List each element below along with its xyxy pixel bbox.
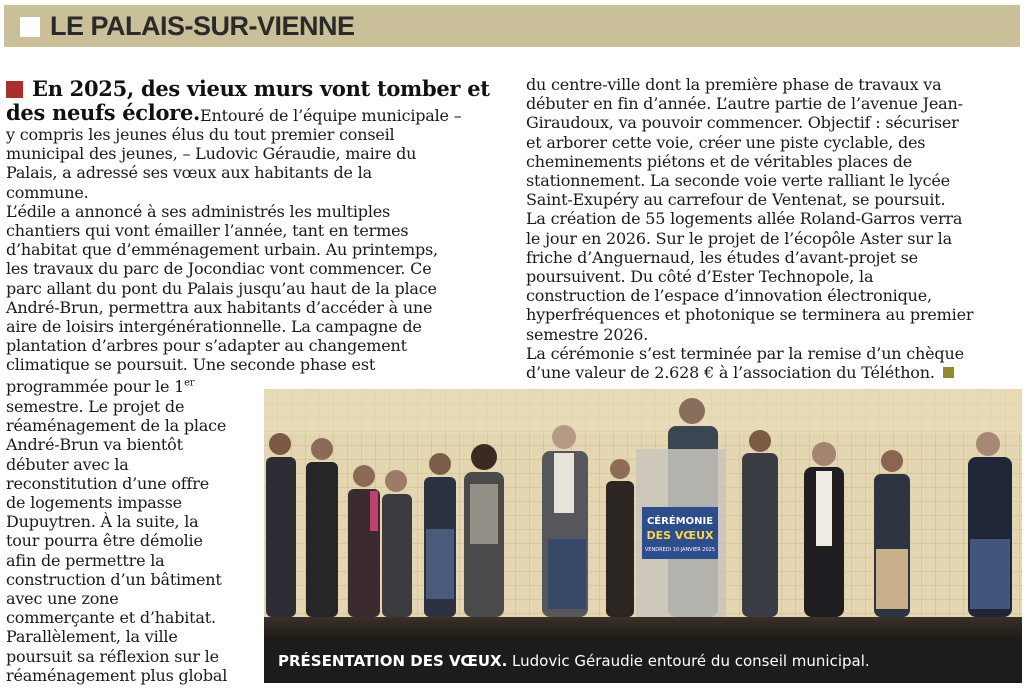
body-line: friche d’Anguernaud, les études d’avant-projet se	[526, 247, 918, 267]
headline-line-1: En 2025, des vieux murs vont tomber et	[32, 76, 490, 101]
body-line: stationnement. La seconde voie verte ralliant le lycée	[526, 171, 950, 190]
section-title: LE PALAIS-SUR-VIENNE	[50, 11, 355, 41]
body-line: municipal des jeunes, – Ludovic Géraudie, maire du	[6, 144, 417, 164]
body-line: réaménagement plus global	[6, 665, 228, 685]
podium-sign-line3: VENDREDI 10 JANVIER 2025	[644, 547, 716, 553]
ceremony-photo	[264, 389, 1022, 639]
photo-caption	[264, 639, 1022, 683]
body-line: afin de permettre la	[6, 550, 165, 570]
caption-text: Ludovic Géraudie entouré du conseil municipal.	[507, 652, 870, 670]
body-line: parc allant du pont du Palais jusqu’au haut de la place	[6, 278, 437, 298]
body-line: commune.	[6, 182, 89, 202]
body-line: aire de loisirs intergénérationnelle. La campagne de	[6, 317, 422, 336]
body-line: avec une zone	[6, 589, 119, 608]
section-header	[4, 5, 1020, 47]
body-line: Saint-Exupéry au carrefour de Ventenat, se poursuit.	[526, 190, 946, 210]
body-line: débuter avec la	[6, 454, 129, 474]
body-line	[6, 377, 194, 396]
body-line: débuter en fin d’année. L’autre partie de l’avenue Jean-	[526, 94, 963, 114]
podium-sign-line2: DES VŒUX	[646, 529, 714, 542]
body-line: de logements impasse	[6, 493, 182, 512]
body-line: poursuit sa réflexion sur le	[6, 646, 219, 666]
headline-line-2: des neufs éclore.	[6, 100, 201, 125]
body-line: climatique se poursuit. Une seconde phase est	[6, 355, 376, 375]
body-line: cheminements piétons et de véritables places de	[526, 151, 913, 171]
body-line: semestre 2026.	[526, 324, 649, 344]
lead-continuation: Entouré de l’équipe municipale –	[200, 106, 462, 125]
body-line: du centre-ville dont la première phase de travaux va	[526, 75, 942, 94]
body-line: reconstitution d’une offre	[6, 473, 209, 493]
body-line: réaménagement de la place	[6, 416, 227, 436]
body-line: Dupuytren. À la suite, la	[6, 512, 199, 532]
superscript: er	[184, 377, 195, 389]
body-line: André-Brun, permettra aux habitants d’accéder à une	[6, 297, 433, 317]
body-line: L’édile a annoncé à ses administrés les multiples	[6, 201, 391, 221]
body-line: construction de l’espace d’innovation électronique,	[526, 286, 932, 306]
body-line: plantation d’arbres pour s’adapter au changement	[6, 336, 407, 356]
body-line: Giraudoux, va pouvoir commencer. Objectif : sécuriser	[526, 113, 959, 133]
body-line: et arborer cette voie, créer une piste cyclable, des	[526, 132, 926, 152]
section-square-icon	[20, 17, 40, 37]
body-line-text: programmée pour le 1	[6, 377, 185, 396]
body-line: semestre. Le projet de	[6, 397, 185, 416]
body-line: les travaux du parc de Jocondiac vont commencer. Ce	[6, 259, 432, 279]
body-line: tour pourra être démolie	[6, 531, 203, 551]
body-line: La cérémonie s’est terminée par la remise d’un chèque	[526, 343, 964, 363]
body-line: d’habitat que d’emménagement urbain. Au printemps,	[6, 240, 438, 260]
body-line: André-Brun va bientôt	[6, 435, 183, 455]
body-line: poursuivent. Du côté d’Ester Technopole, la	[526, 267, 874, 286]
body-line: commerçante et d’habitat.	[6, 608, 216, 628]
headline-square-icon	[6, 81, 23, 98]
podium-sign-line1: CÉRÉMONIE	[646, 516, 714, 527]
body-line: La création de 55 logements allée Roland-Garros verra	[526, 209, 963, 229]
body-line: Parallèlement, la ville	[6, 627, 178, 647]
body-line: chantiers qui vont émailler l’année, tant en termes	[6, 221, 409, 240]
caption-bold: PRÉSENTATION DES VŒUX.	[278, 652, 508, 670]
body-line: Palais, a adressé ses vœux aux habitants de la	[6, 163, 372, 183]
body-line: construction d’un bâtiment	[6, 569, 222, 589]
body-line: hyperfréquences et photonique se terminera au premier	[526, 305, 974, 325]
body-line: d’une valeur de 2.628 € à l’association du Téléthon.	[526, 363, 954, 382]
end-of-article-icon	[943, 367, 954, 378]
body-line: y compris les jeunes élus du tout premier conseil	[6, 125, 395, 144]
body-line: le jour en 2026. Sur le projet de l’écopôle Aster sur la	[526, 228, 952, 248]
